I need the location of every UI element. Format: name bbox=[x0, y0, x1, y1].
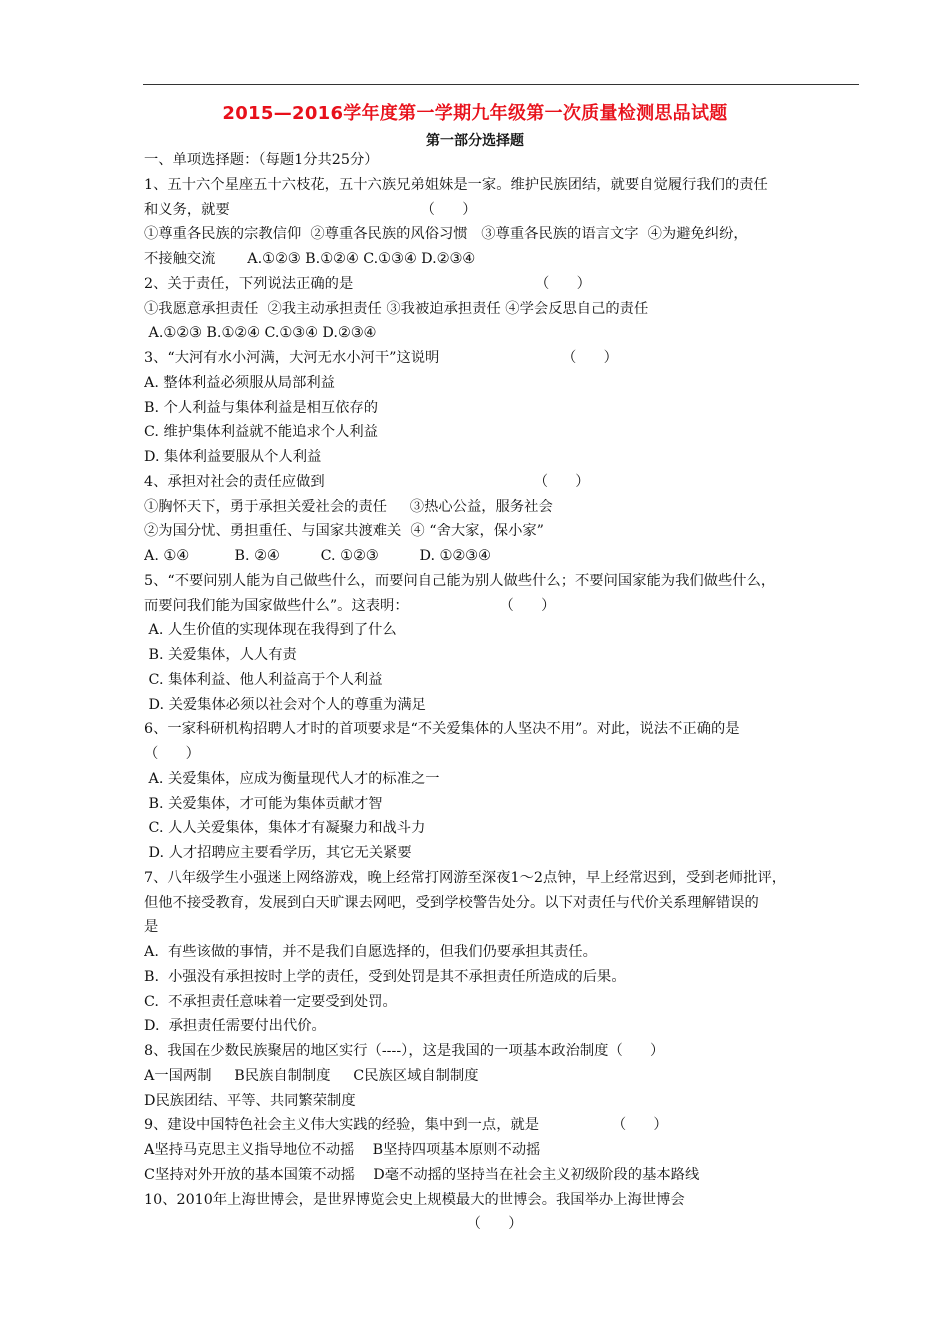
question-3-stem: 3、“大河有水小河满，大河无水小河干”这说明 （ ） bbox=[144, 350, 618, 366]
question-3-option-b: B. 个人利益与集体利益是相互依存的 bbox=[144, 399, 379, 416]
question-5-option-c: C. 集体利益、他人利益高于个人利益 bbox=[144, 671, 383, 688]
question-10-stem: 10、2010年上海世博会，是世界博览会史上规模最大的世博会。我国举办上海世博会 bbox=[144, 1191, 685, 1208]
question-6-stem-cont: （ ） bbox=[144, 746, 200, 762]
question-2-stem: 2、关于责任，下列说法正确的是 （ ） bbox=[144, 275, 591, 292]
section-heading: 一、单项选择题：（每题1分共25分） bbox=[144, 152, 379, 168]
question-1-stem: 1、五十六个星座五十六枝花，五十六族兄弟姐妹是一家。维护民族团结，就要自觉履行我们的责任 bbox=[144, 176, 768, 193]
question-5-option-a: A. 人生价值的实现体现在我得到了什么 bbox=[144, 622, 397, 639]
question-6-option-c: C. 人人关爱集体，集体才有凝聚力和战斗力 bbox=[144, 820, 426, 837]
question-9-stem: 9、建设中国特色社会主义伟大实践的经验，集中到一点，就是 （ ） bbox=[144, 1117, 668, 1134]
question-5-stem-cont: 而要问我们能为国家做些什么”。这表明： （ ） bbox=[144, 597, 556, 614]
question-4-stem: 4、承担对社会的责任应做到 （ ） bbox=[144, 473, 590, 490]
question-7-option-d: D. 承担责任需要付出代价。 bbox=[144, 1018, 326, 1035]
question-7-stem-end: 是 bbox=[144, 919, 159, 936]
question-7-stem-cont: 但他不接受教育，发展到白天旷课去网吧，受到学校警告处分。以下对责任与代价关系理解错误的 bbox=[144, 894, 759, 911]
question-5-option-b: B. 关爱集体，人人有责 bbox=[144, 647, 297, 663]
question-1-stem-cont: 和义务，就要 （ ） bbox=[144, 201, 477, 218]
question-3-option-a: A. 整体利益必须服从局部利益 bbox=[144, 374, 335, 391]
question-6-option-a: A. 关爱集体，应成为衡量现代人才的标准之一 bbox=[144, 770, 440, 787]
question-7-stem: 7、八年级学生小强迷上网络游戏，晚上经常打网游至深夜1～2点钟，早上经常迟到，受到老师批评， bbox=[144, 869, 787, 886]
question-3-option-d: D. 集体利益要服从个人利益 bbox=[144, 449, 322, 465]
question-7-option-a: A. 有些该做的事情，并不是我们自愿选择的，但我们仍要承担其责任。 bbox=[144, 944, 597, 960]
question-5-stem: 5、“不要问别人能为自己做些什么，而要问自己能为别人做些什么；不要问国家能为我们做些什么， bbox=[144, 572, 776, 589]
question-8-stem: 8、我国在少数民族聚居的地区实行（----），这是我国的一项基本政治制度（ ） bbox=[144, 1043, 665, 1059]
question-4-options-1: ①胸怀天下，勇于承担关爱社会的责任 ③热心公益，服务社会 bbox=[144, 498, 553, 515]
question-7-option-c: C. 不承担责任意味着一定要受到处罚。 bbox=[144, 993, 397, 1010]
question-body bbox=[144, 148, 864, 1237]
question-1-choices: 不接触交流 A.①②③ B.①②④ C.①③④ D.②③④ bbox=[144, 251, 476, 267]
question-4-options-2: ②为国分忧、勇担重任、与国家共渡难关 ④ “舍大家，保小家” bbox=[144, 523, 544, 540]
section-title: 第一部分选择题 bbox=[426, 133, 524, 149]
question-8-choices-2: D民族团结、平等、共同繁荣制度 bbox=[144, 1092, 356, 1109]
question-4-choices: A. ①④ B. ②④ C. ①②③ D. ①②③④ bbox=[144, 548, 491, 564]
question-5-option-d: D. 关爱集体必须以社会对个人的尊重为满足 bbox=[144, 696, 426, 713]
question-7-option-b: B. 小强没有承担按时上学的责任，受到处罚是其不承担责任所造成的后果。 bbox=[144, 968, 626, 985]
exam-title: 2015—2016学年度第一学期九年级第一次质量检测思品试题 bbox=[222, 103, 728, 124]
question-6-option-d: D. 人才招聘应主要看学历，其它无关紧要 bbox=[144, 845, 412, 861]
question-8-choices-1: A一国两制 B民族自制制度 C民族区域自制制度 bbox=[144, 1067, 479, 1084]
question-2-choices: A.①②③ B.①②④ C.①③④ D.②③④ bbox=[144, 325, 377, 342]
question-9-choices-2: C坚持对外开放的基本国策不动摇 D毫不动摇的坚持当在社会主义初级阶段的基本路线 bbox=[144, 1166, 700, 1183]
question-9-choices-1: A坚持马克思主义指导地位不动摇 B坚持四项基本原则不动摇 bbox=[144, 1142, 541, 1158]
question-1-options: ①尊重各民族的宗教信仰 ②尊重各民族的风俗习惯 ③尊重各民族的语言文字 ④为避免纠纷， bbox=[144, 226, 748, 243]
question-6-option-b: B. 关爱集体，才可能为集体贡献才智 bbox=[144, 795, 383, 812]
question-2-options: ①我愿意承担责任 ②我主动承担责任 ③我被迫承担责任 ④学会反思自己的责任 bbox=[144, 300, 649, 317]
question-10-answer-blank: （ ） bbox=[144, 1216, 523, 1233]
question-3-option-c: C. 维护集体利益就不能追求个人利益 bbox=[144, 424, 378, 441]
question-6-stem: 6、一家科研机构招聘人才时的首项要求是“不关爱集体的人坚决不用”。对此，说法不正确的是 bbox=[144, 721, 740, 738]
header-rule bbox=[143, 84, 859, 85]
